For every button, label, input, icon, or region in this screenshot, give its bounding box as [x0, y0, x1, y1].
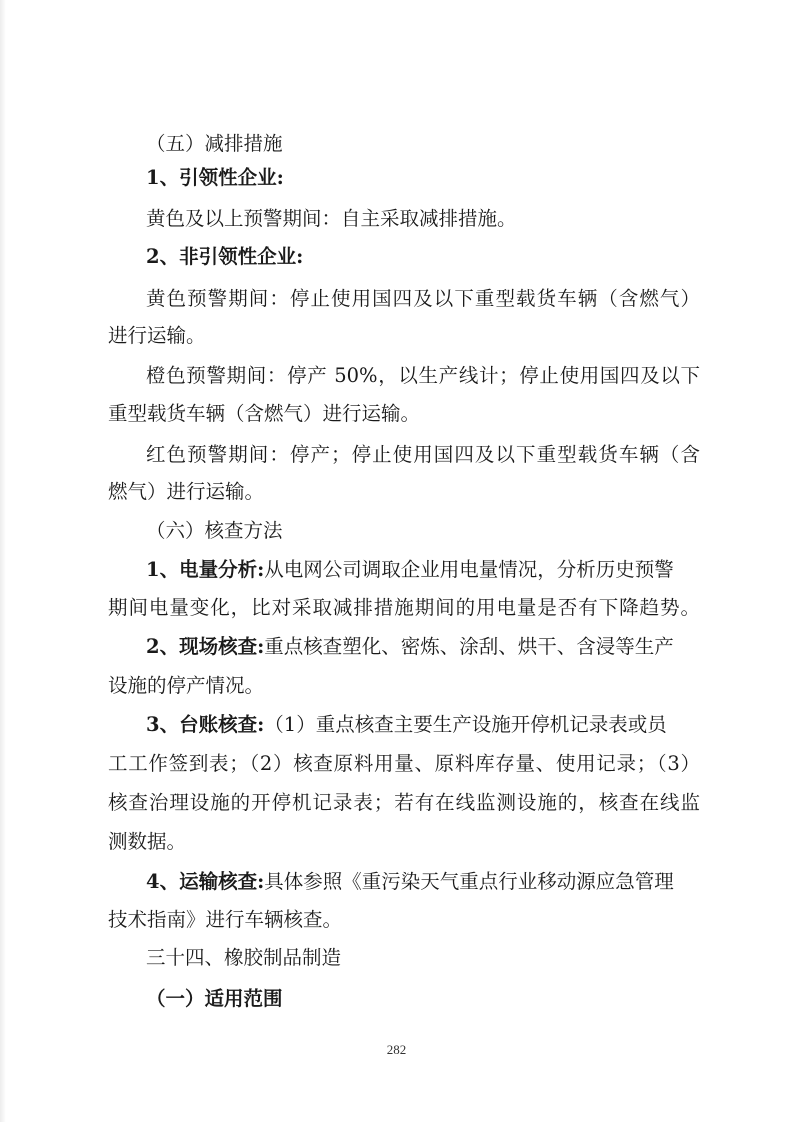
section-6-item-1-line-2: 期间电量变化，比对采取减排措施期间的用电量是否有下降趋势。 [108, 596, 700, 619]
section-6-item-3-line-3: 核查治理设施的开停机记录表；若有在线监测设施的，核查在线监 [108, 791, 700, 814]
section-6-item-2-line-1 [146, 633, 700, 661]
section-6-item-4-line-1 [146, 868, 700, 896]
orange-warning-line-1: 橙色预警期间：停产 50%，以生产线计；停止使用国四及以下 [146, 364, 700, 387]
section-6-item-3-line-1 [146, 711, 700, 739]
section-6-item-3-text: （1）重点核查主要生产设施开停机记录表或员 [264, 713, 667, 736]
section-6-item-4-text: 具体参照《重污染天气重点行业移动源应急管理 [264, 870, 674, 893]
section-5-item-1-text: 黄色及以上预警期间：自主采取减排措施。 [146, 207, 517, 230]
scan-edge-shade [0, 0, 6, 1122]
section-6-item-1-label: 1、电量分析: [146, 558, 265, 581]
red-warning-line-1: 红色预警期间：停产；停止使用国四及以下重型载货车辆（含 [146, 443, 700, 466]
orange-warning-line-2: 重型载货车辆（含燃气）进行运输。 [108, 402, 421, 425]
section-6-item-4-label: 4、运输核查: [146, 870, 265, 893]
section-6-item-3-line-2: 工工作签到表；（2）核查原料用量、原料库存量、使用记录；（3） [108, 752, 700, 775]
section-6-item-3-label: 3、台账核查: [146, 713, 265, 736]
section-6-item-2-text: 重点核查塑化、密炼、涂刮、烘干、含浸等生产 [264, 635, 674, 658]
section-6-item-1-line-1 [146, 556, 700, 584]
yellow-warning-line-1: 黄色预警期间：停止使用国四及以下重型载货车辆（含燃气） [146, 287, 700, 310]
section-6-item-2-label: 2、现场核查: [146, 635, 265, 658]
section-5-item-1-title: 1、引领性企业: [146, 166, 284, 189]
red-warning-line-2: 燃气）进行运输。 [108, 480, 265, 503]
section-6-heading: （六）核查方法 [146, 519, 283, 542]
section-5-item-2-title: 2、非引领性企业: [146, 245, 304, 268]
section-34-subheading-1: （一）适用范围 [146, 987, 283, 1010]
section-5-heading: （五）减排措施 [146, 132, 283, 155]
page-number: 282 [386, 1042, 407, 1057]
yellow-warning-line-2: 进行运输。 [108, 324, 206, 347]
section-6-item-3-line-4: 测数据。 [108, 830, 187, 853]
section-6-item-1-text: 从电网公司调取企业用电量情况，分析历史预警 [264, 558, 674, 581]
section-34-heading: 三十四、橡胶制品制造 [146, 946, 342, 969]
section-6-item-4-line-2: 技术指南》进行车辆核查。 [108, 908, 343, 931]
section-6-item-2-line-2: 设施的停产情况。 [108, 674, 265, 697]
